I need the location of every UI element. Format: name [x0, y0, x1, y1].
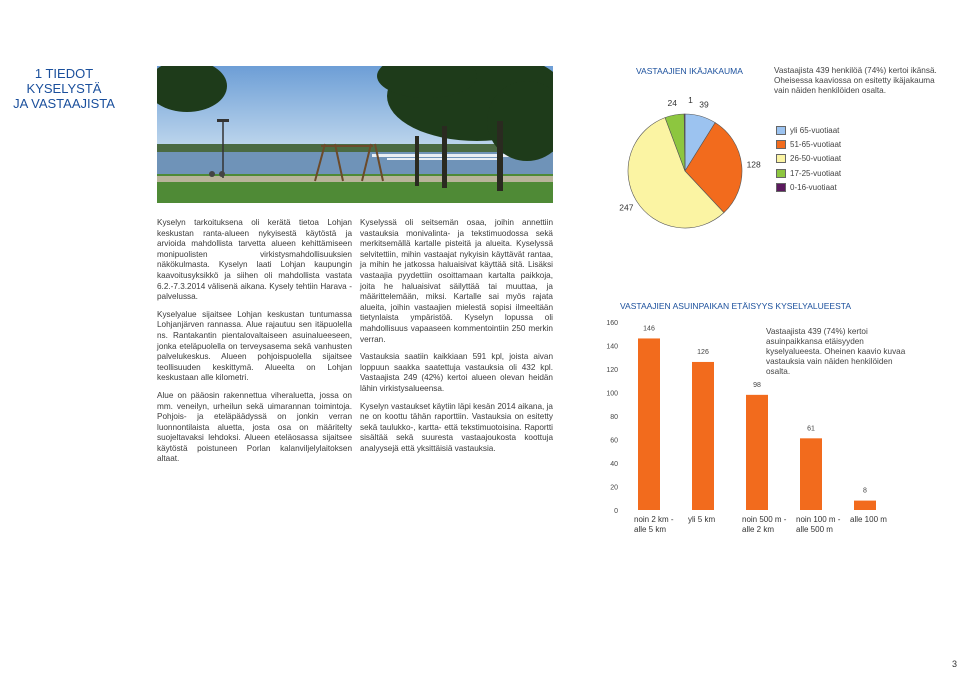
- pie-slice-label: 39: [699, 99, 709, 110]
- intro-paragraph: Vastauksia saatiin kaikkiaan 591 kpl, joista aivan loppuun saakka saatettuja vastauksia oli 432 kpl. Vastaajista 249 (42%) kertoi alueen olevan heidän lähin virkistysalueensa.: [360, 352, 553, 393]
- bar-chart-description: Vastaajista 439 (74%) kertoi asuinpaikkansa etäisyyden kyselyalueesta. Oheinen kaavio kuvaa vastauksia vain näiden henkilöiden osalta.: [766, 327, 906, 376]
- intro-paragraph: Kyselyn tarkoituksena oli kerätä tietoa Lohjan keskustan ranta-alueen nykyisestä käytöstä ja arvioida mahdollista tarvetta alueen kehittämiseen monipuolisten virkistysmahdollisuuksien näkökulmasta. Kyselyn laati Lohjan kaupungin kaavoitusyksikkö ja siihen oli mahdollista vastata 6.2.-7.3.2014 välisenä aikana. Kysely tehtiin Harava -palvelussa.: [157, 218, 352, 302]
- y-tick-label: 100: [606, 390, 618, 398]
- bar: [638, 338, 660, 510]
- section-heading-line2: JA VASTAAJISTA: [13, 96, 115, 111]
- pie-legend-item: [776, 180, 841, 194]
- legend-label: 17-25-vuotiaat: [790, 168, 842, 178]
- intro-paragraph: Kyselyalue sijaitsee Lohjan keskustan tuntumassa Lohjanjärven rannassa. Alue rajautuu sen itäpuolella ns. Rantakantin pientalovaltaiseen asuinalueeseen, jonka eteläpuolella on terveysasema sekä vanhusten palvelukeskus. Alueen pohjoispuolella sijaitsee teollisuuden keskittymä. Alueelta on Lohjan keskustaan alle kilometri.: [157, 309, 352, 383]
- section-heading-line1: 1 TIEDOT KYSELYSTÄ: [26, 66, 102, 96]
- distance-bar-chart: [596, 312, 906, 540]
- legend-label: yli 65-vuotiaat: [790, 125, 840, 135]
- age-pie-chart: [600, 90, 770, 240]
- bar-data-label: 98: [753, 381, 761, 389]
- bar: [692, 362, 714, 510]
- legend-swatch: [776, 154, 786, 163]
- x-category-label: noin 500 m -alle 2 km: [742, 515, 787, 534]
- bar: [746, 395, 768, 510]
- bar-data-label: 146: [643, 325, 655, 333]
- pie-legend-item: [776, 137, 841, 151]
- y-tick-label: 140: [606, 343, 618, 351]
- bar-data-label: 126: [697, 348, 709, 356]
- page-number: 3: [952, 659, 958, 669]
- legend-label: 51-65-vuotiaat: [790, 139, 842, 149]
- lakeside-photo: [157, 66, 553, 203]
- legend-swatch: [776, 140, 786, 149]
- x-category-label: noin 2 km -alle 5 km: [634, 515, 674, 534]
- pie-legend-item: [776, 166, 841, 180]
- x-category-label: noin 100 m -alle 500 m: [796, 515, 841, 534]
- pie-legend: [776, 123, 841, 194]
- pie-slice-label: 1: [688, 95, 693, 106]
- y-tick-label: 20: [610, 484, 618, 492]
- bar: [800, 438, 822, 510]
- bar-data-label: 61: [807, 425, 815, 433]
- intro-column-right: [360, 218, 553, 461]
- legend-label: 0-16-vuotiaat: [790, 182, 837, 192]
- pie-slice-label: 24: [667, 98, 677, 109]
- bar-chart-title: VASTAAJIEN ASUINPAIKAN ETÄISYYS KYSELYALUEESTA: [620, 301, 851, 311]
- y-tick-label: 80: [610, 414, 618, 421]
- y-tick-label: 120: [606, 367, 618, 374]
- bar: [854, 501, 876, 510]
- x-category-label: yli 5 km: [688, 515, 716, 524]
- x-category-label: alle 100 m: [850, 515, 887, 524]
- y-tick-label: 40: [610, 461, 618, 468]
- y-tick-label: 0: [614, 508, 618, 515]
- legend-swatch: [776, 183, 786, 192]
- section-heading: [0, 66, 128, 111]
- pie-slice-label: 128: [746, 159, 761, 170]
- intro-paragraph: Kyselyn vastaukset käytiin läpi kesän 2014 aikana, ja ne on koottu tähän raporttiin. Vastauksia on esitetty sekä taulukko-, kartta- että tekstimuotoisina. Raportti sisältää sekä suuresta vastaajoukosta koottuja analyysejä että yksittäisiä vastauksia.: [360, 401, 553, 453]
- intro-paragraph: Alue on pääosin rakennettua viheraluetta, jossa on mm. veneilyn, urheilun sekä uimarannan toimintoja. Pohjois- ja eteläpäädyssä on jonkin verran luonnontilaista aluetta, josta osa on määritelty suojeltavaksi lehdoksi. Alueen eteläosassa sijaitsee käytöstä poistuneen Porlan kalanviljelylaitoksen altaat.: [157, 390, 352, 464]
- legend-swatch: [776, 169, 786, 178]
- pie-chart-title: VASTAAJIEN IKÄJAKAUMA: [636, 66, 743, 76]
- intro-paragraph: Kyselyssä oli seitsemän osaa, joihin annettiin vastauksia monivalinta- ja tekstimuodossa sekä merkitsemällä kartalle pisteitä ja alueita. Kyselyssä selvitettiin, mihin vastaajat nykyisin käyttävät rantaa, ja mihin he jatkossa haluaisivat käyttää sitä. Lisäksi vastaajia pyydettiin osoittamaan kartalta paikkoja, joita he haluaisivat säilyttää tai muuttaa, ja määrittelemään, miksi. Kartalle sai myös rajata alueita, joihin vastaajien mielestä sopisi ilmeeltään tietynlaista ympäristöä. Kyselyn lopussa oli mahdollisuus vapaaseen kommentointiin 250 merkin verran.: [360, 218, 553, 344]
- pie-legend-item: [776, 152, 841, 166]
- pie-legend-item: [776, 123, 841, 137]
- legend-swatch: [776, 126, 786, 135]
- bar-data-label: 8: [863, 487, 867, 495]
- intro-column-left: [157, 218, 352, 472]
- legend-label: 26-50-vuotiaat: [790, 154, 842, 164]
- y-tick-label: 160: [606, 320, 618, 327]
- pie-chart-description: Vastaajista 439 henkilöä (74%) kertoi ikänsä. Oheisessa kaaviossa on esitetty ikäjakauma vain näiden henkilöiden osalta.: [774, 66, 937, 95]
- pie-slice-label: 247: [619, 202, 634, 213]
- y-tick-label: 60: [610, 437, 618, 445]
